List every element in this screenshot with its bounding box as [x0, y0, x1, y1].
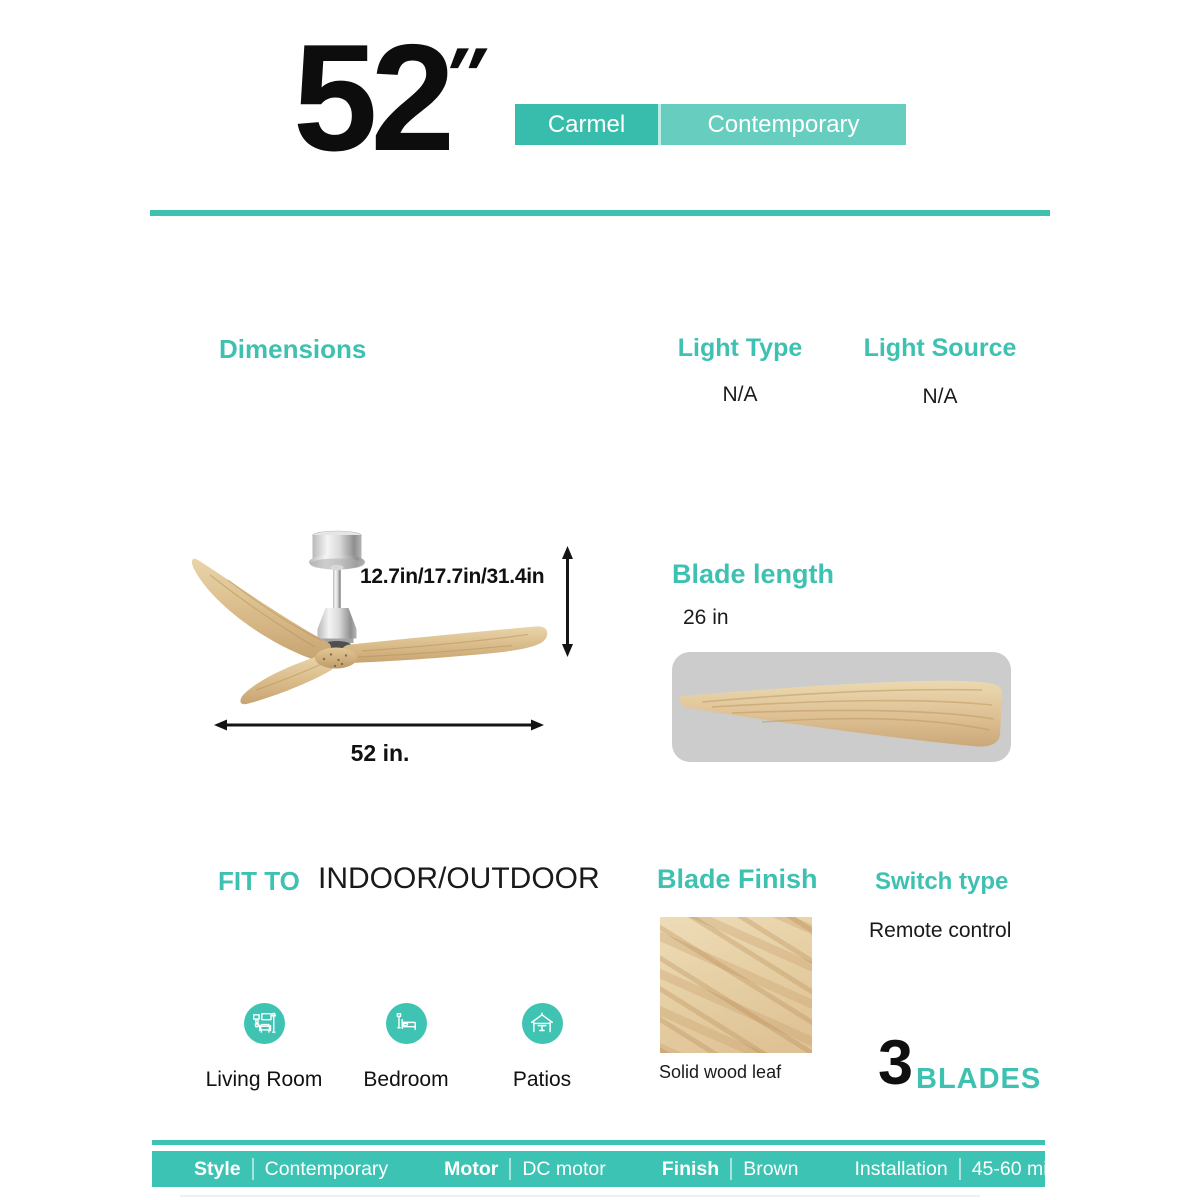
switch-type-value: Remote control: [869, 919, 1012, 942]
blade-length-value: 26 in: [683, 606, 729, 629]
room-label: Living Room: [205, 1068, 323, 1091]
room-item-bedroom: [331, 1003, 481, 1092]
series-name-badge: Carmel: [515, 104, 658, 145]
spec-separator: [959, 1158, 961, 1180]
width-dimension-label: 52 in.: [350, 740, 410, 766]
dimensions-title: Dimensions: [219, 334, 367, 364]
footer-accent-line: [152, 1140, 1045, 1145]
inch-mark: ″: [434, 31, 494, 119]
spec-separator: [509, 1158, 511, 1180]
spec-separator: [730, 1158, 732, 1180]
spec-separator: [252, 1158, 254, 1180]
image-bottom-edge-line: [180, 1195, 980, 1197]
bedroom-icon: [386, 1003, 427, 1044]
spec-motor: [444, 1158, 606, 1181]
spec-label: Finish: [661, 1157, 720, 1180]
header-divider-line: [150, 210, 1050, 216]
spec-installation: [854, 1158, 1068, 1181]
spec-value: 45-60 mins: [971, 1157, 1069, 1180]
fan-size-heading: [293, 13, 494, 183]
spec-value: Brown: [743, 1157, 799, 1180]
fan-downrod-graphic: [333, 565, 341, 610]
room-item-patios: [467, 1003, 617, 1092]
blade-finish-title: Blade Finish: [657, 864, 818, 894]
spec-label: Motor: [444, 1157, 499, 1180]
room-label: Patios: [512, 1068, 572, 1091]
series-badge: [515, 104, 906, 145]
spec-style: [194, 1158, 388, 1181]
switch-type-title: Switch type: [875, 868, 1009, 895]
spec-finish: [662, 1158, 799, 1181]
blade-length-image: [672, 652, 1011, 762]
footer-spec-bar: [152, 1151, 1069, 1187]
series-style-badge: Contemporary: [661, 104, 906, 145]
wood-finish-swatch: [660, 917, 812, 1053]
fan-canopy-graphic: [309, 531, 365, 570]
blade-count-number: 3: [878, 1028, 914, 1098]
spec-value: Contemporary: [264, 1157, 389, 1180]
height-dimension-label: 12.7in/17.7in/31.4in: [360, 565, 545, 588]
light-source-title: Light Source: [863, 334, 1017, 362]
room-item-living-room: [189, 1003, 339, 1092]
blade-finish-caption: Solid wood leaf: [659, 1062, 782, 1082]
light-type-title: Light Type: [677, 334, 803, 362]
spec-label: Installation: [854, 1157, 948, 1180]
fit-to-title: FIT TO: [218, 866, 300, 896]
blade-length-title: Blade length: [672, 559, 835, 589]
fit-to-value: INDOOR/OUTDOOR: [318, 862, 600, 895]
patio-icon: [522, 1003, 563, 1044]
blade-count-label: BLADES: [916, 1063, 1042, 1095]
light-source-value: N/A: [922, 385, 958, 408]
living-room-icon: [244, 1003, 285, 1044]
spec-label: Style: [194, 1157, 241, 1180]
room-label: Bedroom: [363, 1068, 449, 1091]
spec-value: DC motor: [522, 1157, 606, 1180]
light-type-value: N/A: [722, 383, 758, 406]
fan-size-value: 52: [293, 13, 449, 183]
